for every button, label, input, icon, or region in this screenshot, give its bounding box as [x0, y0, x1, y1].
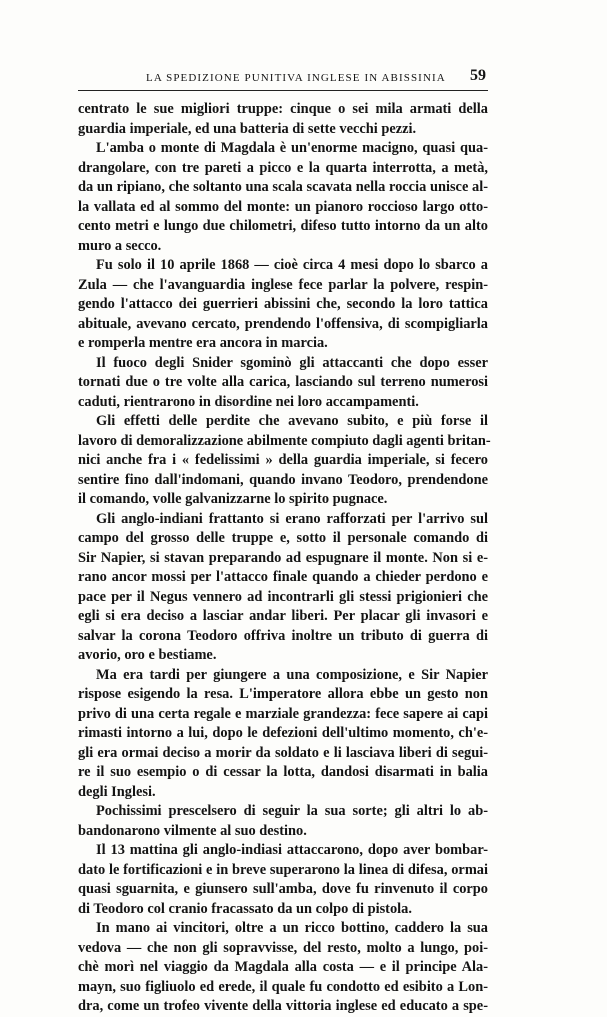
text-line: guardia imperiale, ed una batteria di sette vecchi pezzi. — [78, 120, 417, 137]
text-line: re il suo esempio o di cessar la lotta, dandosi disarmati in balia — [78, 764, 488, 780]
text-line: caduti, rientrarono in disordine nei loro accampamenti. — [78, 393, 419, 410]
text-line: privo di una certa regale e marziale grandezza: fece sapere ai capi — [78, 705, 488, 722]
text-line: centrato le sue migliori truppe: cinque o sei mila armati della — [78, 101, 488, 117]
text-line: di Teodoro col cranio fracassato da un colpo di pistola. — [78, 900, 412, 917]
text-line: nici anche fra i « fedelissimi » della guardia imperiale, si fecero — [78, 452, 488, 468]
text-line: Il 13 mattina gli anglo-indiasi attaccarono, dopo aver bombar- — [96, 842, 488, 858]
text-line: Pochissimi prescelsero di seguir la sua sorte; gli altri lo ab- — [96, 803, 488, 819]
text-line: dato le fortificazioni e in breve superarono la linea di difesa, ormai — [78, 861, 488, 878]
text-line: rano ancor mossi per l'attacco finale quando a chieder perdono e — [78, 569, 488, 585]
text-line: salvar la corona Teodoro offriva inoltre un tributo di guerra di — [78, 627, 488, 644]
text-line: Gli effetti delle perdite che avevano subito, e più forse il — [96, 413, 488, 429]
text-line: lavoro di demoralizzazione abilmente compiuto dagli agenti britan- — [78, 432, 491, 449]
text-line: gli era ormai deciso a morir da soldato e li lasciava liberi di segui- — [78, 744, 488, 761]
text-line: la vallata ed al sommo del monte: un pianoro roccioso largo otto- — [78, 198, 488, 215]
text-line: chè morì nel viaggio da Magdala alla costa — e il principe Ala- — [78, 959, 488, 975]
text-line: bandonarono vilmente al suo destino. — [78, 822, 307, 839]
paragraph — [78, 412, 491, 510]
text-line: rispose esigendo la resa. L'imperatore allora ebbe un gesto non — [78, 686, 488, 702]
paragraph — [78, 510, 488, 666]
text-line: rimasti intorno a lui, dopo le defezioni dell'ultimo momento, ch'e- — [78, 725, 488, 741]
text-line: Ma era tardi per giungere a una composizione, e Sir Napier — [96, 666, 488, 683]
paragraph — [78, 841, 488, 919]
page-number: 59 — [470, 67, 486, 84]
text-line: quasi sguarnita, e giunsero sull'amba, dove fu rinvenuto il corpo — [78, 881, 488, 897]
text-line: In mano ai vincitori, oltre a un ricco bottino, caddero la sua — [96, 920, 488, 936]
text-line: vedova — che non gli sopravvisse, del resto, molto a lungo, poi- — [78, 939, 488, 956]
text-line: Zula — che l'avanguardia inglese fece parlar la polvere, respin- — [78, 276, 488, 293]
text-line: abituale, avevano cercato, prendendo l'offensiva, di scompigliarla — [78, 315, 488, 332]
text-line: muro a secco. — [78, 237, 162, 254]
text-line: Il fuoco degli Snider sgominò gli attaccanti che dopo esser — [96, 354, 488, 371]
text-line: tornati due o tre volte alla carica, lasciando sul terreno numerosi — [78, 374, 488, 390]
text-line: degli Inglesi. — [78, 783, 156, 800]
text-line: dra, come un trofeo vivente della vittoria inglese ed educato a spe- — [78, 998, 488, 1014]
text-line: campo del grosso delle truppe e, sotto il personale comando di — [78, 530, 488, 546]
paragraph — [78, 919, 488, 1017]
text-line: Fu solo il 10 aprile 1868 — cioè circa 4 mesi dopo lo sbarco a — [96, 257, 488, 273]
text-line: da un ripiano, che soltanto una scala scavata nella roccia unisce al- — [78, 179, 488, 195]
text-line: egli si era deciso a lasciar andar liberi. Per placar gli invasori e — [78, 608, 488, 624]
text-line: sentire fino dall'indomani, quando invano Teodoro, prendendone — [78, 471, 488, 488]
running-head: LA SPEDIZIONE PUNITIVA INGLESE IN ABISSINIA — [146, 72, 446, 84]
paragraph — [78, 256, 488, 354]
body-text — [78, 100, 491, 1017]
text-line: mayn, suo figliuolo ed erede, il quale fu condotto ed esibito a Lon- — [78, 978, 488, 995]
text-line: cento metri e lungo due chilometri, difeso tutto intorno da un alto — [78, 218, 488, 234]
text-line: il comando, volle galvanizzarne lo spirito pugnace. — [78, 491, 388, 507]
paragraph — [78, 666, 488, 803]
paragraph — [78, 100, 488, 139]
paragraph — [78, 139, 488, 256]
paragraph — [78, 354, 488, 413]
paragraph — [78, 802, 488, 841]
text-line: drangolare, con tre pareti a picco e la quarta interrotta, a metà, — [78, 159, 488, 176]
text-line: e romperla mentre era ancora in marcia. — [78, 335, 328, 351]
text-line: L'amba o monte di Magdala è un'enorme macigno, quasi qua- — [96, 140, 488, 156]
text-line: avorio, oro e bestiame. — [78, 647, 217, 663]
text-line: Gli anglo-indiani frattanto si erano rafforzati per l'arrivo sul — [96, 510, 488, 527]
text-line: gendo l'attacco dei guerrieri abissini che, secondo la loro tattica — [78, 296, 488, 312]
header-rule — [78, 90, 488, 91]
text-line: pace per il Negus vennero ad incontrarli gli stessi prigionieri che — [78, 588, 488, 605]
text-line: Sir Napier, si stavan preparando ad espugnare il monte. Non si e- — [78, 549, 488, 566]
